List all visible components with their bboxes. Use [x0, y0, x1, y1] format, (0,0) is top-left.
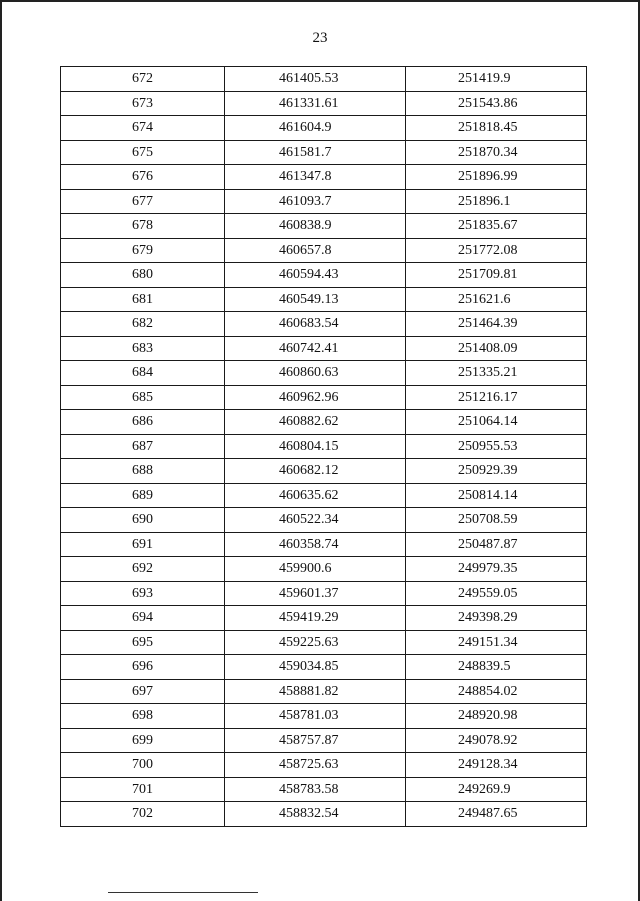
- point-number-cell: 690: [61, 508, 225, 533]
- point-number-cell: 685: [61, 385, 225, 410]
- x-coordinate-cell: 459225.63: [225, 630, 406, 655]
- point-number-cell: 692: [61, 557, 225, 582]
- point-number-cell: 680: [61, 263, 225, 288]
- y-coordinate-cell: 249128.34: [406, 753, 587, 778]
- point-number-cell: 700: [61, 753, 225, 778]
- x-coordinate-cell: 458881.82: [225, 679, 406, 704]
- x-coordinate-cell: 459419.29: [225, 606, 406, 631]
- x-coordinate-cell: 461093.7: [225, 189, 406, 214]
- point-number-cell: 696: [61, 655, 225, 680]
- point-number-cell: 678: [61, 214, 225, 239]
- table-row: [61, 679, 587, 704]
- y-coordinate-cell: 250708.59: [406, 508, 587, 533]
- table-row: [61, 434, 587, 459]
- y-coordinate-cell: 249487.65: [406, 802, 587, 827]
- point-number-cell: 694: [61, 606, 225, 631]
- x-coordinate-cell: 459900.6: [225, 557, 406, 582]
- scan-edge-top: [0, 0, 640, 2]
- point-number-cell: 677: [61, 189, 225, 214]
- table-row: [61, 263, 587, 288]
- y-coordinate-cell: 251216.17: [406, 385, 587, 410]
- table-row: [61, 802, 587, 827]
- point-number-cell: 673: [61, 91, 225, 116]
- y-coordinate-cell: 250955.53: [406, 434, 587, 459]
- y-coordinate-cell: 248839.5: [406, 655, 587, 680]
- table-row: [61, 483, 587, 508]
- x-coordinate-cell: 461331.61: [225, 91, 406, 116]
- y-coordinate-cell: 251835.67: [406, 214, 587, 239]
- table-row: [61, 312, 587, 337]
- table-row: [61, 361, 587, 386]
- table-row: [61, 508, 587, 533]
- y-coordinate-cell: 251464.39: [406, 312, 587, 337]
- y-coordinate-cell: 249269.9: [406, 777, 587, 802]
- point-number-cell: 702: [61, 802, 225, 827]
- x-coordinate-cell: 458832.54: [225, 802, 406, 827]
- table-row: [61, 532, 587, 557]
- point-number-cell: 681: [61, 287, 225, 312]
- x-coordinate-cell: 461405.53: [225, 67, 406, 92]
- y-coordinate-cell: 249078.92: [406, 728, 587, 753]
- y-coordinate-cell: 251896.1: [406, 189, 587, 214]
- coordinates-table: [60, 66, 587, 827]
- x-coordinate-cell: 458781.03: [225, 704, 406, 729]
- table-row: [61, 459, 587, 484]
- y-coordinate-cell: 250487.87: [406, 532, 587, 557]
- point-number-cell: 689: [61, 483, 225, 508]
- y-coordinate-cell: 251709.81: [406, 263, 587, 288]
- point-number-cell: 682: [61, 312, 225, 337]
- y-coordinate-cell: 248920.98: [406, 704, 587, 729]
- y-coordinate-cell: 251419.9: [406, 67, 587, 92]
- x-coordinate-cell: 460860.63: [225, 361, 406, 386]
- x-coordinate-cell: 460682.12: [225, 459, 406, 484]
- point-number-cell: 701: [61, 777, 225, 802]
- scan-edge-left: [0, 0, 2, 901]
- table-row: [61, 189, 587, 214]
- x-coordinate-cell: 460594.43: [225, 263, 406, 288]
- x-coordinate-cell: 460635.62: [225, 483, 406, 508]
- point-number-cell: 684: [61, 361, 225, 386]
- point-number-cell: 679: [61, 238, 225, 263]
- point-number-cell: 695: [61, 630, 225, 655]
- y-coordinate-cell: 251870.34: [406, 140, 587, 165]
- x-coordinate-cell: 460683.54: [225, 312, 406, 337]
- table-row: [61, 91, 587, 116]
- point-number-cell: 687: [61, 434, 225, 459]
- x-coordinate-cell: 460804.15: [225, 434, 406, 459]
- x-coordinate-cell: 461581.7: [225, 140, 406, 165]
- table-row: [61, 165, 587, 190]
- y-coordinate-cell: 248854.02: [406, 679, 587, 704]
- point-number-cell: 683: [61, 336, 225, 361]
- table-row: [61, 581, 587, 606]
- table-row: [61, 385, 587, 410]
- x-coordinate-cell: 461604.9: [225, 116, 406, 141]
- y-coordinate-cell: 251621.6: [406, 287, 587, 312]
- x-coordinate-cell: 460522.34: [225, 508, 406, 533]
- point-number-cell: 693: [61, 581, 225, 606]
- x-coordinate-cell: 460657.8: [225, 238, 406, 263]
- point-number-cell: 697: [61, 679, 225, 704]
- table-row: [61, 630, 587, 655]
- table-row: [61, 728, 587, 753]
- x-coordinate-cell: 460962.96: [225, 385, 406, 410]
- x-coordinate-cell: 460549.13: [225, 287, 406, 312]
- table-row: [61, 753, 587, 778]
- y-coordinate-cell: 251543.86: [406, 91, 587, 116]
- y-coordinate-cell: 251818.45: [406, 116, 587, 141]
- y-coordinate-cell: 251896.99: [406, 165, 587, 190]
- point-number-cell: 691: [61, 532, 225, 557]
- point-number-cell: 674: [61, 116, 225, 141]
- table-row: [61, 336, 587, 361]
- coordinates-table-body: [61, 67, 587, 827]
- table-row: [61, 777, 587, 802]
- table-row: [61, 238, 587, 263]
- y-coordinate-cell: 249151.34: [406, 630, 587, 655]
- table-row: [61, 140, 587, 165]
- table-row: [61, 67, 587, 92]
- point-number-cell: 686: [61, 410, 225, 435]
- point-number-cell: 675: [61, 140, 225, 165]
- table-row: [61, 557, 587, 582]
- point-number-cell: 698: [61, 704, 225, 729]
- y-coordinate-cell: 251064.14: [406, 410, 587, 435]
- table-row: [61, 410, 587, 435]
- x-coordinate-cell: 459034.85: [225, 655, 406, 680]
- page-number: 23: [312, 30, 328, 46]
- table-row: [61, 214, 587, 239]
- y-coordinate-cell: 249979.35: [406, 557, 587, 582]
- y-coordinate-cell: 249559.05: [406, 581, 587, 606]
- point-number-cell: 688: [61, 459, 225, 484]
- y-coordinate-cell: 250814.14: [406, 483, 587, 508]
- table-row: [61, 704, 587, 729]
- x-coordinate-cell: 460742.41: [225, 336, 406, 361]
- x-coordinate-cell: 460358.74: [225, 532, 406, 557]
- point-number-cell: 672: [61, 67, 225, 92]
- x-coordinate-cell: 458783.58: [225, 777, 406, 802]
- y-coordinate-cell: 251772.08: [406, 238, 587, 263]
- x-coordinate-cell: 459601.37: [225, 581, 406, 606]
- table-row: [61, 116, 587, 141]
- table-row: [61, 287, 587, 312]
- y-coordinate-cell: 251408.09: [406, 336, 587, 361]
- x-coordinate-cell: 458757.87: [225, 728, 406, 753]
- x-coordinate-cell: 461347.8: [225, 165, 406, 190]
- footer-rule: [108, 892, 258, 893]
- point-number-cell: 676: [61, 165, 225, 190]
- y-coordinate-cell: 249398.29: [406, 606, 587, 631]
- point-number-cell: 699: [61, 728, 225, 753]
- x-coordinate-cell: 460838.9: [225, 214, 406, 239]
- table-row: [61, 606, 587, 631]
- y-coordinate-cell: 250929.39: [406, 459, 587, 484]
- y-coordinate-cell: 251335.21: [406, 361, 587, 386]
- x-coordinate-cell: 458725.63: [225, 753, 406, 778]
- table-row: [61, 655, 587, 680]
- x-coordinate-cell: 460882.62: [225, 410, 406, 435]
